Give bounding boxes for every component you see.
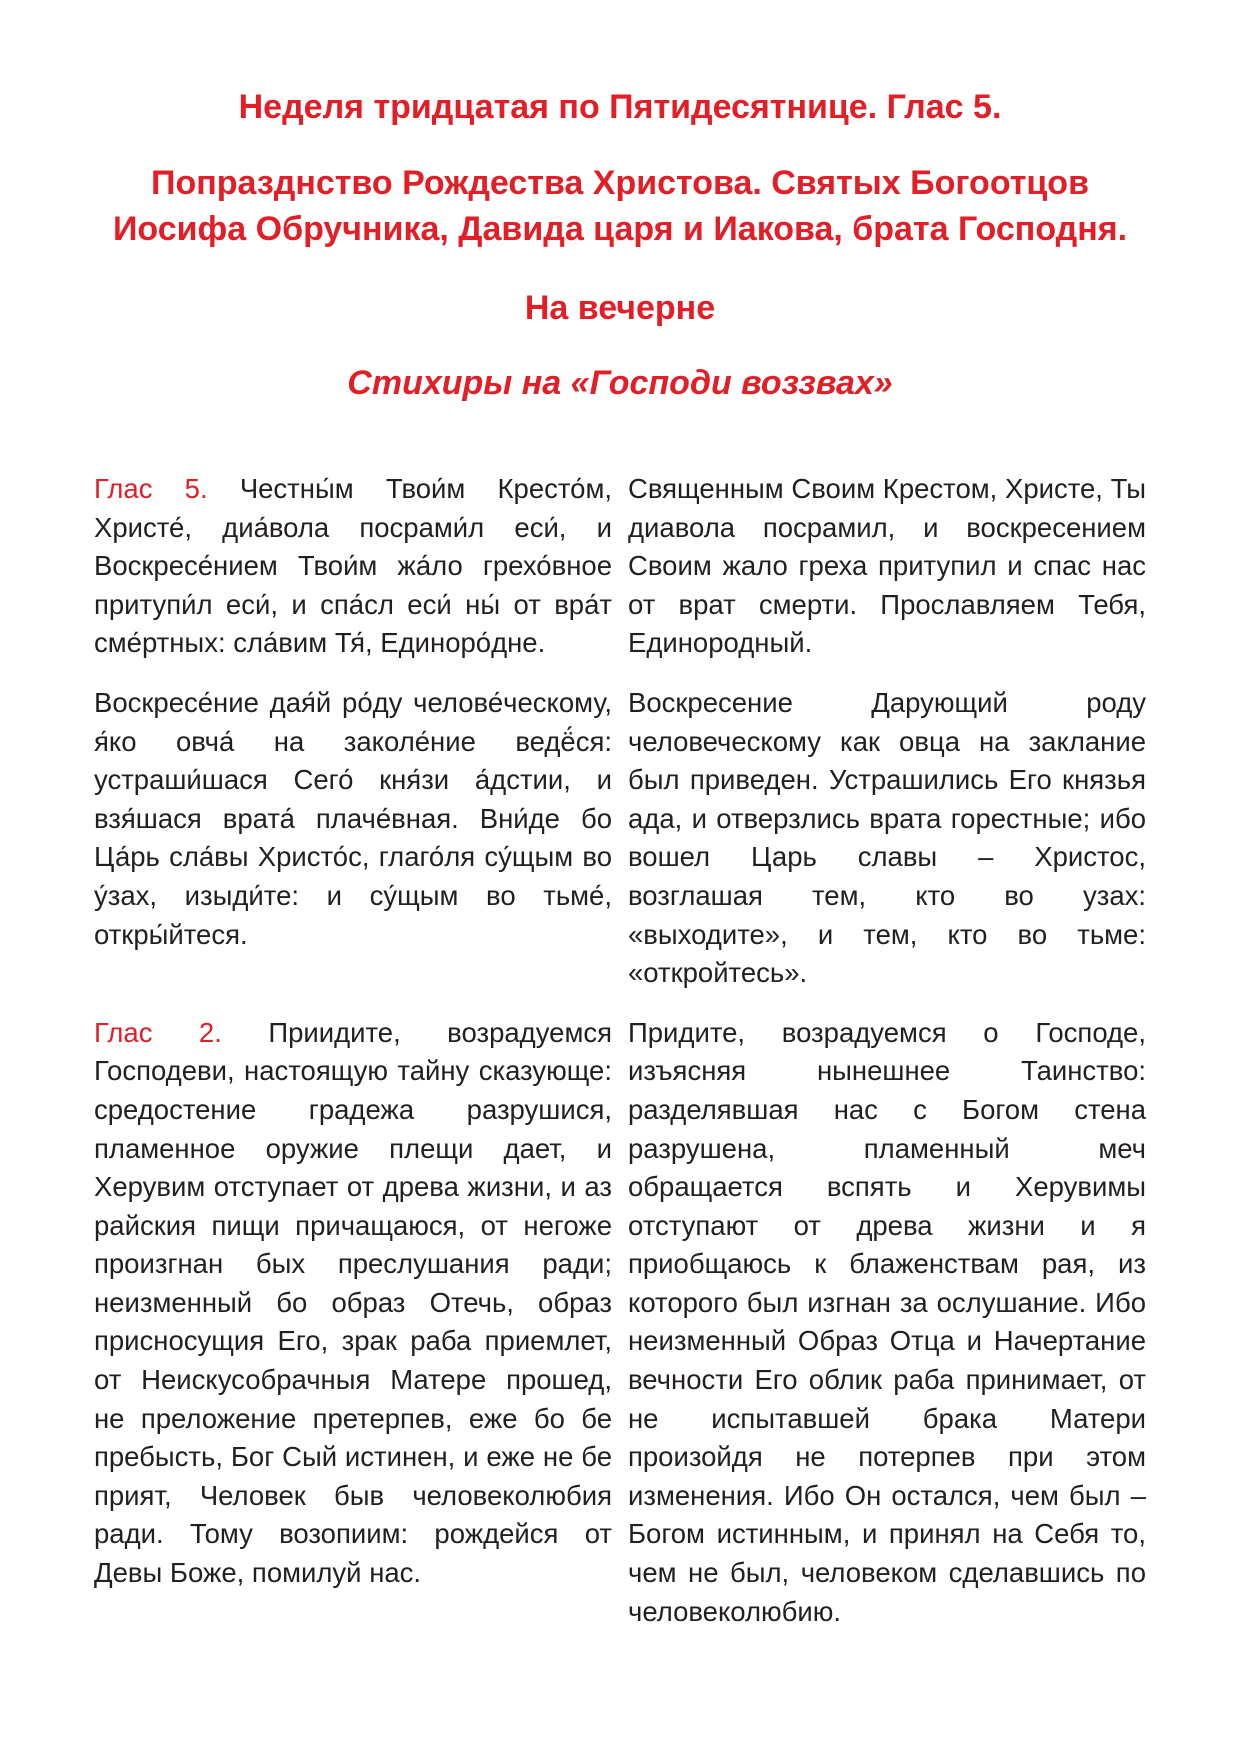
heading-feast-line2: Иосифа Обручника, Давида царя и Иакова, брата Господня. <box>112 210 1128 248</box>
stichera-row-1 <box>94 470 1146 663</box>
stichera-row-2 <box>94 684 1146 993</box>
russian-text-2: Воскресение Дарующий роду человеческому как овца на заклание был приведен. Устрашились Его князья ада, и отверзлись врата горестные; ибо вошел Царь славы – Христос, возглашая тем, кто во узах: «выходите», и тем, кто во тьме: «откройтесь». <box>628 686 1146 989</box>
russian-text-3: Придите, возрадуемся о Господе, изъясняя нынешнее Таинство: разделявшая нас с Богом стена разрушена, пламенный меч обращается вспять и Херувимы отступают от древа жизни и я приобщаюсь к блаженствам рая, из которого был изгнан за ослушание. Ибо неизменный Образ Отца и Начертание вечности Его облик раба принимает, от не испытавшей брака Матери произойдя не потерпев при этом изменения. Ибо Он остался, чем был – Богом истинным, и принял на Себя то, чем не был, человеком сделавшись по человеколюбию. <box>628 1016 1146 1627</box>
russian-text-1: Священным Своим Крестом, Христе, Ты диавола посрамил, и воскресением Своим жало греха притупил и спас нас от врат смерти. Прославляем Тебя, Единородный. <box>628 473 1146 659</box>
heading-week: Неделя тридцатая по Пятидесятнице. Глас 5. <box>238 88 1002 126</box>
stichera-columns <box>94 470 1146 1652</box>
slavonic-body-2: Воскресе́ние дая́й ро́ду челове́ческому, я́ко овча́ на заколе́ние ведё́ся: устраши́шася Сего́ кня́зи а́дстии, и взя́шася врата́ плаче́вная. Вни́де бо Ца́рь сла́вы Христо́с, глаго́ля су́щым во у́зах, изыди́те: и су́щым во тьме́, откры́йтеся. <box>94 686 612 950</box>
slavonic-body-1: Честны́м Твои́м Кресто́м, Христе́, диа́вола посрами́л еси́, и Воскресе́нием Твои́м жа́ло грехо́вное притупи́л еси́, и спа́сл еси́ ны́ от вра́т сме́ртных: сла́вим Тя́, Единоро́дне. <box>94 473 613 659</box>
slavonic-text-3 <box>94 1014 612 1632</box>
slavonic-text-1 <box>94 470 612 663</box>
heading-feast-line1: Попразднство Рождества Христова. Святых Богоотцов <box>151 164 1089 202</box>
glas-label-1: Глас 5. <box>94 473 208 504</box>
heading-vespers: На вечерне <box>524 289 716 327</box>
slavonic-body-3: Приидите, возрадуемся Господеви, настоящую тайну сказующе: средостение градежа разрушися, пламенное оружие плещи дает, и Херувим отступает от древа жизни, и аз райския пищи причащаюся, от негоже произгнан бых преслушания ради; неизменный бо образ Отечь, образ присносущия Его, зрак раба приемлет, от Неискусобрачныя Матере прошед, не преложение претерпев, еже бо бе пребысть, Бог Сый истинен, и еже не бе прият, Человек быв человеколюбия ради. Тому возопиим: рождейся от Девы Боже, помилуй нас. <box>94 1016 612 1589</box>
heading-feast <box>0 160 1240 252</box>
slavonic-text-2 <box>94 684 612 993</box>
heading-stichera: Стихиры на «Господи воззвах» <box>347 364 893 402</box>
stichera-row-3 <box>94 1014 1146 1632</box>
glas-label-3: Глас 2. <box>94 1016 222 1048</box>
